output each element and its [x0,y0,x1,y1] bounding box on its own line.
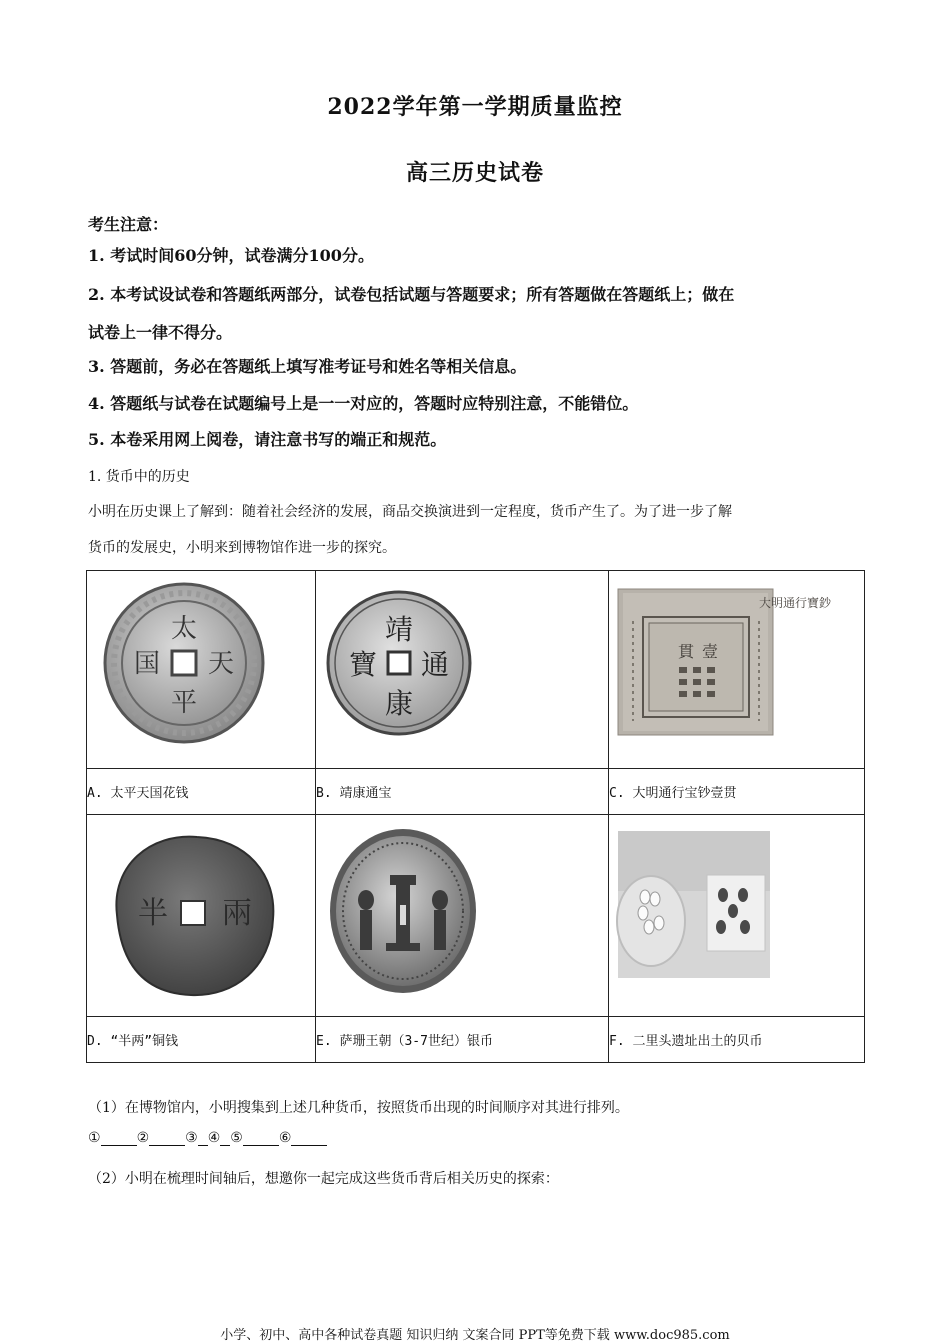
banknote-glyph: 貫 [677,642,695,661]
coin-image-cell [609,815,865,1017]
answer-blank[interactable] [220,1131,230,1146]
coin-image-cell [316,815,609,1017]
notice-item: 2. 本考试设试卷和答题纸两部分，试卷包括试题与答题要求；所有答题做在答题纸上；做在 [88,285,735,304]
coin-caption: F. 二里头遗址出土的贝币 [609,1017,865,1063]
order-mark: ② [136,1130,150,1146]
order-answer-line [88,1130,327,1146]
subquestion-1: （1）在博物馆内，小明搜集到上述几种货币，按照货币出现的时间顺序对其进行排列。 [88,1100,629,1116]
sasanian-coin-image [316,815,609,1016]
shell-money-image [609,815,865,1016]
order-mark: ① [88,1130,101,1146]
exam-title: 2022学年第一学期质量监控 [327,94,623,120]
subquestion-2: （2）小明在梳理时间轴后，想邀你一起完成这些货币背后相关历史的探索： [88,1171,559,1187]
coin-glyph: 寶 [348,648,378,681]
coin-glyph: 通 [420,648,450,681]
answer-blank[interactable] [291,1131,327,1146]
answer-blank[interactable] [243,1131,279,1146]
notice-item: 1. 考试时间60分钟，试卷满分100分。 [88,246,374,265]
answer-blank[interactable] [198,1131,208,1146]
question-intro [88,494,868,566]
notice-item: 4. 答题纸与试卷在试题编号上是一一对应的，答题时应特别注意，不能错位。 [88,394,639,413]
banknote-glyph: 壹 [701,642,719,661]
coin-image-cell [87,815,316,1017]
coin-image-cell [609,571,865,769]
banliang-coin-image [87,815,316,1016]
order-mark: ③ [185,1130,198,1146]
banknote-banner: 大明通行寶鈔 [759,596,832,610]
coin-glyph: 天 [207,649,235,679]
coin-glyph: 兩 [222,896,252,931]
coin-caption: B. 靖康通宝 [316,769,609,815]
coin-glyph: 平 [170,688,198,718]
coin-glyph: 半 [138,896,168,931]
question-title: 1. 货币中的历史 [88,469,190,485]
order-mark: ⑤ [230,1130,243,1146]
notice-item: 3. 答题前，务必在答题纸上填写准考证号和姓名等相关信息。 [88,357,527,376]
coin-table [86,570,865,1063]
footer-ad: 小学、初中、高中各种试卷真题 知识归纳 文案合同 PPT等免费下载 www.doc985.com [220,1328,730,1343]
taiping-coin-image [87,571,316,768]
coin-glyph: 靖 [384,613,414,646]
intro-line: 货币的发展史，小明来到博物馆作进一步的探究。 [88,540,396,556]
intro-line: 小明在历史课上了解到：随着社会经济的发展，商品交换演进到一定程度，货币产生了。为了进一步了解 [88,504,732,520]
order-mark: ④ [207,1130,221,1146]
notice-heading: 考生注意： [88,215,169,234]
coin-caption: E. 萨珊王朝（3-7世纪）银币 [316,1017,609,1063]
exam-subtitle: 高三历史试卷 [405,160,544,186]
coin-glyph: 太 [170,614,198,644]
answer-blank[interactable] [149,1131,185,1146]
coin-glyph: 国 [133,649,161,679]
jingkang-coin-image [316,571,609,768]
order-mark: ⑥ [278,1130,292,1146]
notice-item: 试卷上一律不得分。 [88,323,233,342]
coin-glyph: 康 [384,687,414,720]
coin-caption: A. 太平天国花钱 [87,769,316,815]
answer-blank[interactable] [101,1131,137,1146]
coin-caption: C. 大明通行宝钞壹贯 [609,769,865,815]
coin-image-cell [87,571,316,769]
daming-banknote-image [609,571,865,768]
coin-image-cell [316,571,609,769]
notice-item: 5. 本卷采用网上阅卷，请注意书写的端正和规范。 [88,430,447,449]
coin-caption: D. “半两”铜钱 [87,1017,316,1063]
